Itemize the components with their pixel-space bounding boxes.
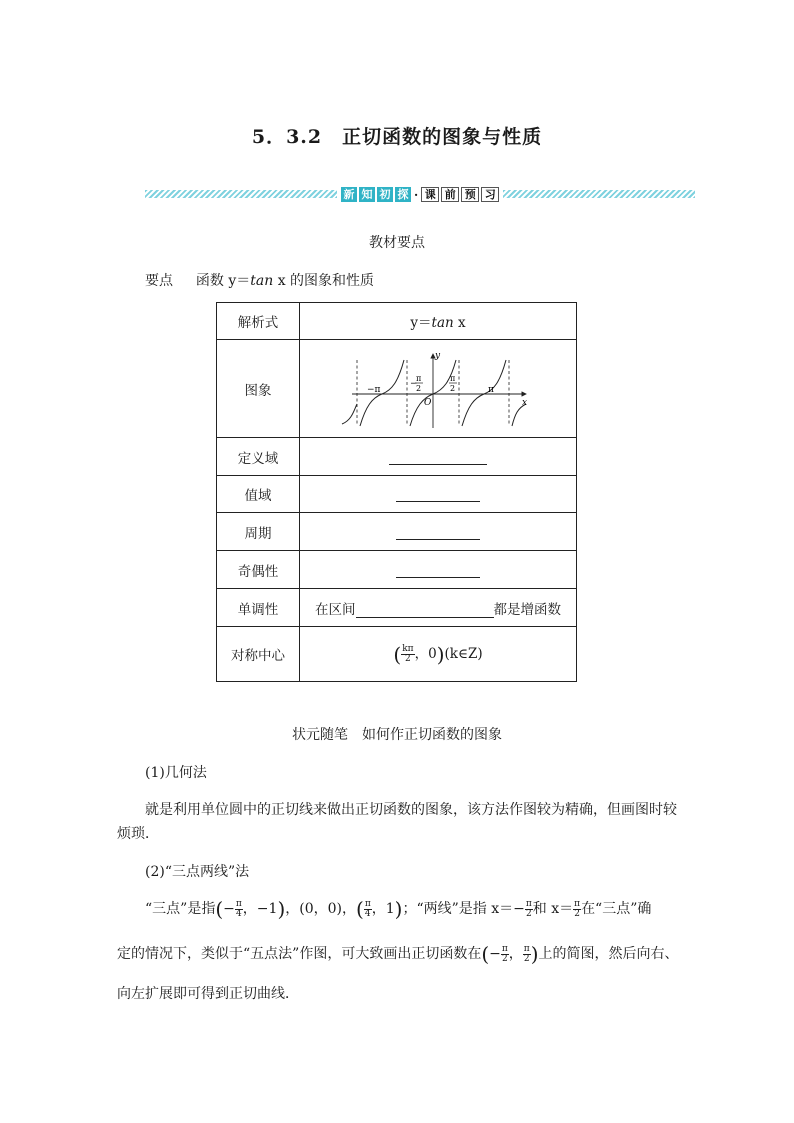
answer-blank[interactable] <box>396 487 480 502</box>
key-point <box>145 270 374 290</box>
banner-separator: · <box>414 187 419 202</box>
origin-label: O <box>424 397 432 408</box>
method1-line: 就是利用单位圆中的正切线来做出正切函数的图象，该方法作图较为精确，但画图时较 <box>145 802 677 818</box>
x-axis-label: x <box>522 397 528 408</box>
answer-blank[interactable] <box>396 525 480 540</box>
half-pi-num: π <box>450 373 456 383</box>
center-tail: (k∈Z) <box>444 645 483 662</box>
row-label: 奇偶性 <box>217 551 300 589</box>
notes-heading <box>0 724 794 744</box>
neg-pi-label: −π <box>367 384 381 395</box>
center-rest: ，0 <box>414 645 437 662</box>
row-label: 对称中心 <box>217 627 300 682</box>
blank-cell[interactable] <box>300 551 577 589</box>
table-row <box>217 627 577 682</box>
banner-char: 课 <box>421 187 439 202</box>
method1-heading: (1)几何法 <box>145 765 207 781</box>
page-title: 5．3.2 正切函数的图象与性质 <box>251 126 543 148</box>
fraction: $\frac{k\pi}{2}$ <box>402 643 414 664</box>
banner-stripes-right <box>503 190 695 198</box>
formula-text: y＝ <box>410 315 432 331</box>
tangent-graph <box>338 348 538 430</box>
row-label: 值域 <box>217 476 300 513</box>
row-label: 周期 <box>217 513 300 551</box>
row-label: 图象 <box>217 340 300 438</box>
interval-prefix: 在区间 <box>315 601 356 618</box>
answer-blank[interactable] <box>396 563 480 578</box>
neg-half-pi-den: 2 <box>416 383 422 393</box>
answer-blank[interactable] <box>356 603 494 618</box>
formula-cell <box>300 303 577 340</box>
banner-char: 探 <box>395 187 411 202</box>
table-row <box>217 476 577 513</box>
table-row <box>217 303 577 340</box>
blank-cell[interactable] <box>300 438 577 476</box>
neg-half-pi-num: π <box>416 373 422 383</box>
banner-char: 前 <box>441 187 459 202</box>
table-row <box>217 340 577 438</box>
table-row <box>217 589 577 627</box>
row-label: 单调性 <box>217 589 300 627</box>
banner-char: 初 <box>377 187 393 202</box>
banner-char: 预 <box>461 187 479 202</box>
banner-label <box>341 186 499 203</box>
neg-half-pi-sign: − <box>410 378 418 389</box>
table-row <box>217 513 577 551</box>
key-point-text-end: x 的图象和性质 <box>273 273 375 289</box>
properties-table <box>216 302 577 682</box>
method2-line: 向左扩展即可得到正切曲线． <box>117 986 299 1002</box>
formula-italic: tan <box>431 315 454 331</box>
interval-suffix: 都是增函数 <box>493 601 561 618</box>
method2-heading: (2)“三点两线”法 <box>145 864 250 880</box>
monotonic-cell <box>300 589 577 627</box>
section-heading: 教材要点 <box>369 235 425 251</box>
pi-label: π <box>488 384 494 395</box>
row-label: 定义域 <box>217 438 300 476</box>
banner-char: 新 <box>341 187 357 202</box>
table-row <box>217 438 577 476</box>
graph-cell <box>300 340 577 438</box>
banner-stripes-left <box>145 190 337 198</box>
section-banner <box>145 186 695 204</box>
blank-cell[interactable] <box>300 513 577 551</box>
method2-line: “三点”是指(− $\frac{\pi}{4}$ ，−1)，(0，0)，( $\frac{\pi}{4}$ ，1)；“两线”是指 x＝− $\frac{\pi}{2}$ 和 x＝ $\frac{\pi}{2}$ 在“三点”确 <box>145 897 652 921</box>
banner-char: 习 <box>481 187 499 202</box>
notes-heading-text: 如何作正切函数的图象 <box>362 727 502 743</box>
formula-text-end: x <box>453 315 466 331</box>
method1-line: 烦琐． <box>117 826 159 842</box>
blank-cell[interactable] <box>300 476 577 513</box>
symmetry-center-cell: ( $\frac{k\pi}{2}$ ，0)(k∈Z) <box>300 627 577 682</box>
banner-char: 知 <box>359 187 375 202</box>
key-point-label: 要点 <box>145 273 173 289</box>
method2-line: 定的情况下，类似于“五点法”作图，可大致画出正切函数在(− $\frac{\pi}{2}$ ， $\frac{\pi}{2}$ )上的简图，然后向右、 <box>117 942 679 966</box>
row-label: 解析式 <box>217 303 300 340</box>
half-pi-den: 2 <box>450 383 456 393</box>
y-axis-label: y <box>435 350 441 361</box>
table-row <box>217 551 577 589</box>
key-point-text: 函数 y＝ <box>195 273 251 289</box>
notes-heading-label: 状元随笔 <box>292 727 348 743</box>
key-point-italic: tan <box>250 273 274 289</box>
answer-blank[interactable] <box>389 450 487 465</box>
